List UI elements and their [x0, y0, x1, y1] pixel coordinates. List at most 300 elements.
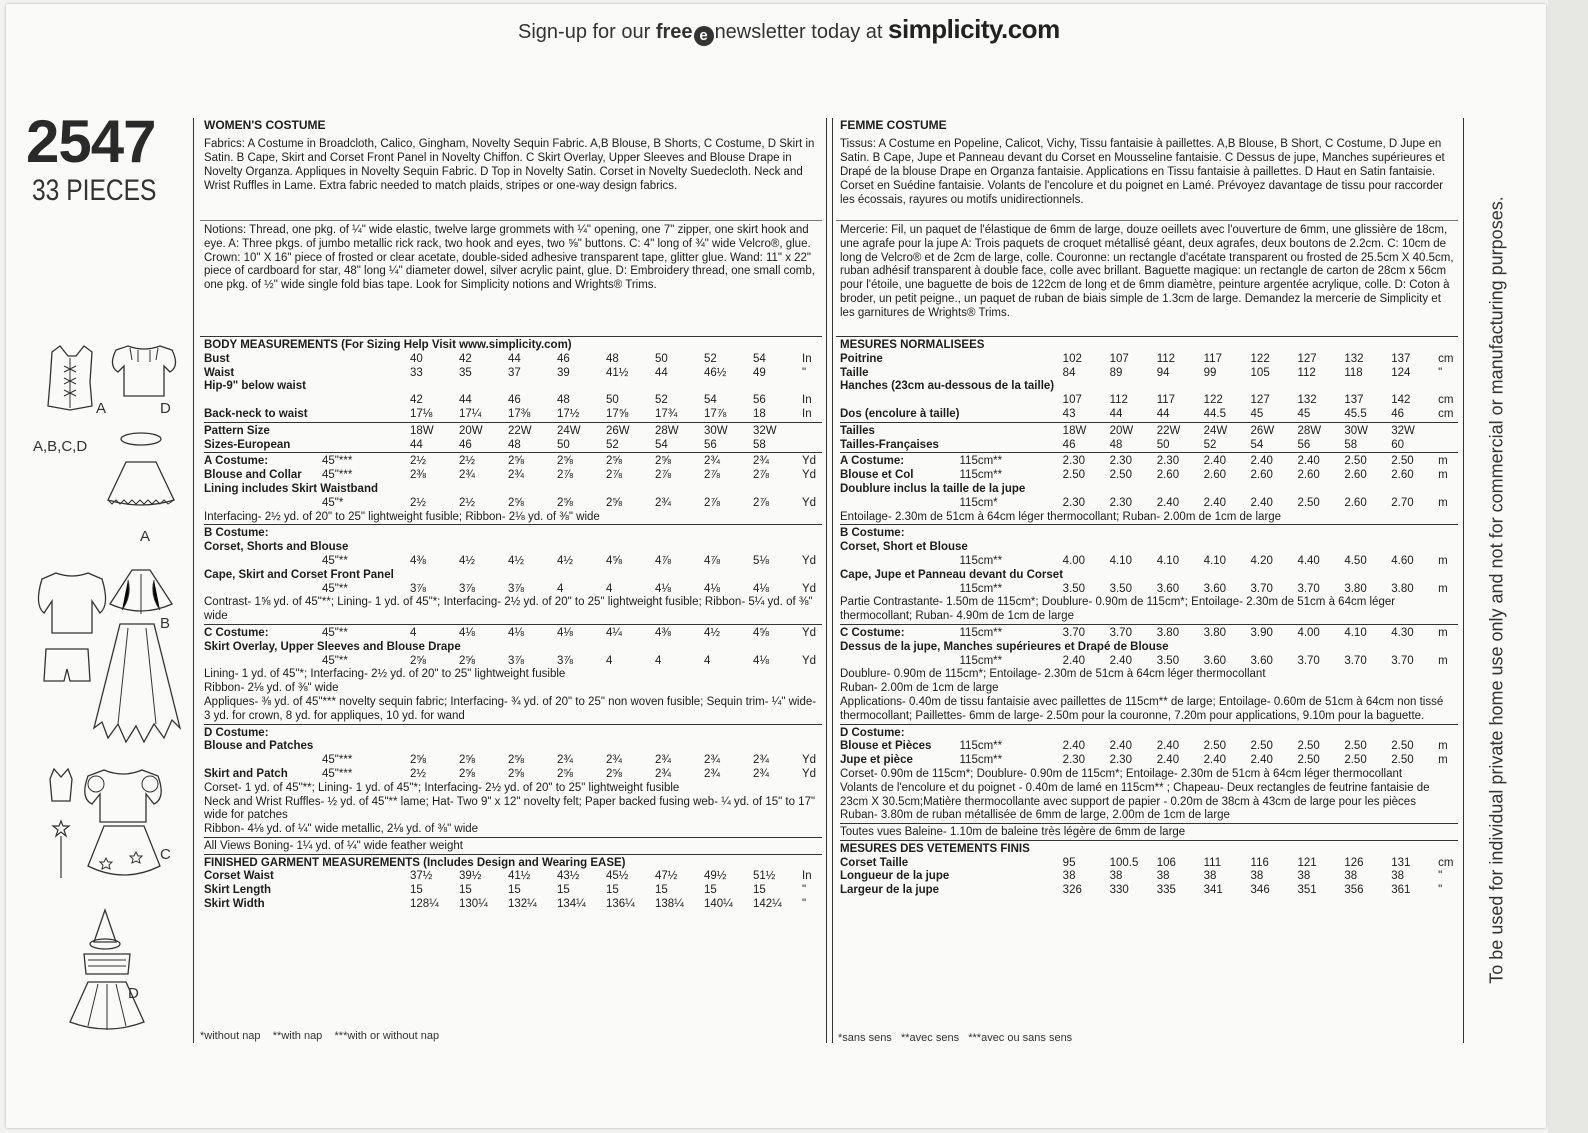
size-value: 52	[606, 438, 619, 451]
c-note: Lining- 1 yd. of 45"*; Interfacing- 2½ yd. of 20" to 25" lightweight fusible	[204, 668, 566, 681]
table-row	[204, 898, 822, 912]
blouse-c-sketch	[82, 762, 164, 824]
unit: "	[1438, 870, 1443, 883]
size-value: 4	[704, 654, 711, 667]
french-description	[840, 118, 1458, 207]
table-row	[840, 727, 1458, 741]
skirt-d-sketch	[68, 978, 146, 1036]
size-value: 142	[1391, 394, 1411, 407]
size-value: 2¾	[508, 469, 524, 482]
size-value: 41½	[606, 366, 629, 379]
row-label: Largeur de la jupe	[840, 884, 940, 897]
size-value: 2.40	[1156, 754, 1180, 767]
unit: Yd	[802, 767, 817, 780]
size-value: 4⅞	[704, 554, 720, 567]
envelope-flap-edge	[1548, 0, 1588, 1133]
fabric-width: 115cm**	[959, 654, 1003, 667]
size-value: 2.40	[1062, 654, 1086, 667]
size-value: 4⅛	[557, 626, 573, 639]
table-row	[204, 884, 822, 898]
size-value: 2⅝	[606, 455, 622, 468]
size-value: 2⅞	[753, 496, 769, 509]
size-value: 4⅜	[655, 626, 671, 639]
fabric-width	[960, 425, 1063, 439]
pattern-number: 2547	[26, 108, 156, 175]
size-value: 121	[1297, 856, 1317, 869]
lining-label: Lining includes Skirt Waistband	[204, 482, 379, 495]
fabric-width: 45"***	[322, 455, 353, 468]
size-value: 3.70	[1109, 626, 1132, 639]
row-label: Blouse and Collar	[204, 469, 302, 482]
size-value: 33	[410, 366, 423, 379]
size-value: 47½	[655, 870, 678, 883]
row-label	[204, 497, 322, 511]
table-row	[204, 469, 822, 483]
size-value: 3.60	[1203, 654, 1227, 667]
unit: "	[802, 898, 807, 911]
unit: Yd	[802, 582, 817, 595]
banner-free: free	[655, 21, 693, 43]
english-body-heading: BODY MEASUREMENTS (For Sizing Help Visit www.simplicity.com)	[204, 339, 572, 351]
size-value: 2⅜	[410, 469, 426, 482]
fabric-width	[960, 408, 1063, 422]
view-label-a1: A	[96, 400, 107, 417]
size-value: 4.60	[1391, 554, 1414, 567]
size-value: 118	[1344, 366, 1363, 379]
fabric-width	[322, 408, 410, 422]
view-label-d1: D	[160, 400, 171, 417]
size-value: 2.50	[1297, 496, 1320, 509]
size-value: 105	[1250, 366, 1270, 379]
size-value: 38	[1391, 870, 1405, 883]
size-value: 17¼	[459, 407, 482, 420]
size-value: 15	[606, 884, 619, 897]
size-value: 2.40	[1156, 740, 1180, 753]
unit: m	[1438, 740, 1448, 753]
french-title: FEMME COSTUME	[840, 118, 947, 132]
size-value: 3.60	[1203, 582, 1227, 595]
fabric-width: 45"***	[322, 469, 353, 482]
size-value: 50	[557, 438, 570, 451]
size-value: 2¾	[753, 455, 769, 468]
fabric-width	[960, 394, 1063, 408]
table-row	[204, 857, 822, 871]
row-label: Longueur de la jupe	[840, 870, 950, 883]
top-d-sketch	[80, 950, 134, 978]
size-value: 3.50	[1062, 582, 1086, 595]
size-value: 4½	[557, 554, 573, 567]
finished-heading: FINISHED GARMENT MEASUREMENTS (Includes Design and Wearing EASE)	[204, 856, 626, 869]
size-value: 112	[1109, 394, 1128, 407]
size-value: 330	[1109, 884, 1129, 897]
table-row	[840, 809, 1458, 823]
table-row	[204, 380, 822, 394]
size-value: 4.30	[1391, 626, 1414, 639]
row-label	[840, 497, 960, 511]
size-value: 2.30	[1109, 455, 1132, 468]
size-value: 2⅝	[606, 767, 622, 780]
size-value: 56	[753, 394, 766, 407]
unit	[802, 439, 822, 453]
size-value: 2.30	[1062, 754, 1086, 767]
size-value: 127	[1297, 352, 1317, 365]
size-value: 18W	[410, 424, 434, 437]
fabric-width: 115cm**	[959, 554, 1003, 567]
size-value: 2.40	[1250, 455, 1273, 468]
table-row	[204, 408, 822, 422]
size-value: 2⅞	[655, 469, 671, 482]
table-row	[204, 367, 822, 381]
french-body-heading: MESURES NORMALISEES	[840, 339, 985, 351]
fabric-width	[960, 439, 1063, 453]
view-label-b: B	[160, 615, 171, 632]
table-row	[840, 843, 1458, 857]
size-value: 2.40	[1203, 496, 1227, 509]
size-value: 122	[1203, 394, 1223, 407]
row-label: Corset Waist	[204, 870, 274, 883]
size-value: 2.60	[1344, 496, 1367, 509]
size-value: 56	[1297, 438, 1311, 451]
table-row	[840, 569, 1458, 583]
english-footnote: *without nap **with nap ***with or without nap	[200, 1030, 440, 1042]
size-value: 136¼	[606, 898, 635, 911]
size-value: 38	[1062, 870, 1076, 883]
french-tissus: Tissus: A Costume en Popeline, Calicot, Vichy, Tissu fantaisie à paillettes. A,B Blouse, B Short, C Costume, D Jupe en Satin. B Cape, Jupe et Panneau devant du Corset en Mousseline fantaisie. C Dessus de jupe, Manches supérieures et Drapé de la blouse Drape en Organza fantaisie. Applications en Tissu fantaisie à paillettes. D Haut en Satin fantaisie. Corset en Suédine fantaisie. Volants de l'encolure et du poignet en Lamé. Prévoyez davantage de tissu pour raccorder les écossais, rayures ou motifs unidirectionnels.	[840, 138, 1445, 206]
size-value: 48	[508, 438, 521, 451]
french-mercerie: Mercerie: Fil, un paquet de l'élastique de 6mm de large, douze oeillets avec l'ouverture de 6mm, une glissière de 18cm, une agrafe pour la jupe A: Trois paquets de croquet métallisé géant, deux agrafes, deux boutons de 2.2cm. C: 10cm de long de Velcro® et de 2cm de large, colle. Couronne: un rectangle d'acétate transparent ou frosted de 25.5cm X 40.5cm, ruban adhésif transparent à double face, colle avec brillant. Baguette magique: un rectangle de carton de 28cm x 56cm pour l'étoile, une baguette de bois de 122cm de long et de 6mm diamètre, peinture argentée acrylique, colle. D: Coton à broder, un petit peigne., un paquet de ruban de biais simple de 1.3cm de large. Demandez la mercerie de Simplicity et les garnitures de Wrights® Trims.	[840, 224, 1454, 319]
size-value: 127	[1250, 394, 1270, 407]
size-value: 15	[508, 884, 521, 897]
size-value: 2½	[459, 455, 475, 468]
size-value: 2⅝	[557, 496, 573, 509]
table-row	[840, 668, 1458, 682]
size-value: 132	[1344, 352, 1364, 365]
crown-sketch	[46, 765, 76, 805]
size-value: 4⅝	[606, 554, 622, 567]
english-yardage-table	[204, 353, 822, 912]
size-value: 4.20	[1250, 554, 1273, 567]
size-value: 2⅝	[557, 767, 573, 780]
english-measurement-chart	[204, 339, 822, 912]
c-note: Ribbon- 2⅛ yd. of ⅜" wide	[204, 682, 339, 695]
unit: Yd	[802, 654, 817, 667]
row-label: Blouse et Pièces	[840, 740, 932, 753]
row-label	[204, 394, 322, 408]
fabric-width	[322, 367, 410, 381]
size-value: 3.70	[1297, 654, 1320, 667]
size-value: 20W	[459, 424, 483, 437]
table-row	[840, 469, 1458, 483]
size-value: 50	[655, 352, 668, 365]
size-value: 32W	[1391, 424, 1415, 437]
size-value: 4.00	[1062, 554, 1086, 567]
size-value: 2½	[410, 767, 426, 780]
size-value: 4.10	[1203, 554, 1227, 567]
table-row	[840, 596, 1458, 624]
row-label: Bust	[204, 352, 230, 365]
size-value: 126	[1344, 856, 1364, 869]
size-value: 44	[459, 394, 472, 407]
skirt-c-sketch	[86, 822, 162, 884]
row-label	[840, 583, 960, 597]
table-row	[204, 394, 822, 408]
size-value: 60	[1391, 438, 1405, 451]
boning-note: Toutes vues Baleine- 1.10m de baleine très légère de 6mm de large	[840, 826, 1186, 839]
c-note: Ruban- 2.00m de 1cm de large	[840, 682, 999, 695]
size-value: 15	[459, 884, 472, 897]
table-row	[204, 627, 822, 641]
size-value: 2⅝	[557, 455, 573, 468]
size-value: 17⅜	[508, 407, 531, 420]
usage-notice	[1482, 180, 1512, 1000]
b-costume-label: B Costume:	[204, 527, 269, 540]
size-value: 42	[459, 352, 472, 365]
size-value: 2¾	[655, 496, 671, 509]
size-value: 2¾	[704, 767, 720, 780]
size-value: 3.60	[1250, 654, 1273, 667]
center-rule-b	[832, 118, 833, 1043]
size-value: 2½	[410, 455, 426, 468]
d-note: Neck and Wrist Ruffles- ½ yd. of 45"** lame; Hat- Two 9" x 12" novelty felt; Paper backed fusing web- ¼ yd. of 15" to 17" wide for patches	[204, 795, 816, 822]
piece-count: 33 PIECES	[32, 174, 157, 207]
size-value: 3.70	[1391, 654, 1414, 667]
unit: cm	[1438, 352, 1454, 365]
unit: In	[802, 407, 812, 420]
table-row	[204, 527, 822, 541]
size-value: 15	[557, 884, 570, 897]
table-row	[840, 782, 1458, 810]
row-label: Dos (encolure à taille)	[840, 407, 960, 420]
table-row	[840, 870, 1458, 884]
b-note: Contrast- 1⅝ yd. of 45"**; Lining- 1 yd. of 45"*; Interfacing- 2½ yd. of 20" to 25" lightweight fusible; Ribbon- 5¼ yd. of ⅜" wide	[204, 596, 813, 623]
skirt-a-sketch	[104, 458, 178, 510]
size-value: 3.70	[1297, 582, 1320, 595]
french-mercerie-block	[840, 224, 1458, 321]
table-row	[840, 527, 1458, 541]
table-row	[840, 740, 1458, 754]
size-value: 3⅞	[459, 582, 475, 595]
unit: In	[802, 352, 812, 365]
fabric-width	[322, 394, 410, 408]
size-value: 2¾	[704, 754, 720, 767]
size-value: 46½	[704, 366, 727, 379]
size-value: 5⅛	[753, 554, 769, 567]
row-label: Pattern Size	[204, 424, 270, 437]
size-value: 134¼	[557, 898, 586, 911]
size-value: 4⅞	[655, 554, 671, 567]
size-value: 3.70	[1250, 582, 1273, 595]
size-value: 2.40	[1156, 496, 1180, 509]
table-row	[204, 768, 822, 782]
size-value: 131	[1391, 856, 1411, 869]
size-value: 3⅞	[557, 654, 573, 667]
size-value: 17⅝	[606, 407, 629, 420]
size-value: 30W	[704, 424, 728, 437]
unit: m	[1438, 626, 1448, 639]
size-value: 2.60	[1344, 469, 1367, 482]
unit: Yd	[802, 754, 817, 767]
french-measurement-chart	[840, 339, 1458, 898]
size-value: 4	[606, 654, 613, 667]
size-value: 22W	[1156, 424, 1181, 437]
fabric-width	[322, 884, 410, 898]
size-value: 117	[1203, 352, 1222, 365]
size-value: 4¼	[606, 626, 622, 639]
size-value: 45	[1297, 407, 1311, 420]
size-value: 44	[1156, 407, 1170, 420]
c-note: Appliques- ⅜ yd. of 45"*** novelty sequin fabric; Interfacing- ¾ yd. of 20" to 25" non woven fusible; Sequin trim- ¼" wide- 3 yd. for crown, 8 yd. for appliques, 10 yd. for wand	[204, 695, 817, 722]
row-label	[840, 655, 960, 669]
size-value: 46	[1062, 438, 1076, 451]
fabric-width: 45"**	[322, 626, 348, 639]
size-value: 2.40	[1203, 754, 1227, 767]
size-value: 2¾	[655, 767, 671, 780]
table-row	[204, 455, 822, 469]
row-label: A Costume:	[204, 455, 269, 468]
row-label	[840, 394, 960, 408]
b-corset-label: Corset, Short et Blouse	[840, 541, 968, 554]
size-value: 2.30	[1109, 496, 1132, 509]
right-column-rule	[1463, 118, 1464, 1043]
size-value: 52	[655, 394, 668, 407]
size-value: 137	[1344, 394, 1364, 407]
size-value: 2.70	[1391, 496, 1414, 509]
table-row	[840, 583, 1458, 597]
fabric-width: 45"*	[322, 496, 344, 509]
size-value: 2.50	[1344, 455, 1367, 468]
size-value: 2⅞	[557, 469, 573, 482]
shorts-sketch	[42, 645, 92, 685]
size-value: 4½	[508, 554, 524, 567]
rule	[836, 336, 1458, 337]
size-value: 4.10	[1344, 626, 1367, 639]
size-value: 44	[410, 438, 423, 451]
size-value: 2⅞	[606, 469, 622, 482]
hat-sketch	[88, 908, 122, 952]
table-row	[840, 425, 1458, 439]
b-costume-label: B Costume:	[840, 527, 905, 540]
table-row	[204, 696, 822, 724]
size-value: 38	[1203, 870, 1217, 883]
size-value: 45.5	[1344, 407, 1367, 420]
size-value: 122	[1250, 352, 1270, 365]
size-value: 4½	[459, 554, 475, 567]
size-value: 2¾	[557, 754, 573, 767]
skirt-b-sketch	[92, 620, 182, 744]
size-value: 2½	[459, 496, 475, 509]
unit: "	[1438, 366, 1443, 379]
size-value: 43½	[557, 870, 580, 883]
table-row	[204, 870, 822, 884]
size-value: 2.40	[1250, 754, 1273, 767]
size-value: 37	[508, 366, 521, 379]
size-value: 2.40	[1062, 740, 1086, 753]
size-value: 22W	[508, 424, 532, 437]
table-row	[840, 696, 1458, 724]
size-value: 4⅛	[704, 582, 720, 595]
size-value: 2⅝	[655, 455, 671, 468]
fabric-width: 115cm**	[959, 455, 1003, 468]
row-label	[204, 754, 322, 768]
size-value: 45	[1250, 407, 1264, 420]
size-value: 40	[410, 352, 423, 365]
size-value: 94	[1156, 366, 1170, 379]
size-value: 2.30	[1109, 754, 1132, 767]
size-value: 2.50	[1062, 469, 1086, 482]
fabric-width: 115cm**	[959, 582, 1003, 595]
row-label: Tailles-Françaises	[840, 438, 939, 451]
usage-notice-text: To be used for individual private home use only and not for commercial or manufacturing purposes.	[1486, 196, 1507, 984]
size-value: 46	[1391, 407, 1405, 420]
d-blouse-label: Blouse and Patches	[204, 740, 314, 753]
unit	[1438, 439, 1458, 453]
size-value: 3.50	[1156, 654, 1180, 667]
size-value: 38	[1109, 870, 1123, 883]
e-logo-icon: e	[694, 26, 714, 46]
table-row	[204, 796, 822, 824]
row-label: A Costume:	[840, 455, 905, 468]
size-value: 4.10	[1109, 554, 1132, 567]
fabric-width	[960, 884, 1063, 898]
size-value: 3⅞	[508, 582, 524, 595]
fabric-width	[322, 439, 410, 453]
unit: Yd	[802, 496, 817, 509]
size-value: 2.30	[1156, 455, 1180, 468]
d-note: Volants de l'encolure et du poignet - 0.40m de lamé en 115cm** ; Chapeau- Deux rectangles de feutrine fantaisie de 23cm X 30.5cm;Matière thermocollante avec support de papier - 0.20m de 38cm à 43cm de large pour les pièces	[840, 781, 1430, 808]
size-value: 2⅝	[508, 754, 524, 767]
size-value: 116	[1250, 856, 1269, 869]
table-row	[840, 857, 1458, 871]
size-value: 38	[1344, 870, 1358, 883]
english-description	[204, 118, 822, 194]
size-value: 32W	[753, 424, 777, 437]
size-value: 44	[1109, 407, 1123, 420]
size-value: 52	[1203, 438, 1217, 451]
french-yardage-table	[840, 353, 1458, 898]
table-row	[204, 541, 822, 555]
size-value: 140¼	[704, 898, 733, 911]
size-value: 2¾	[704, 455, 720, 468]
size-value: 2⅝	[459, 767, 475, 780]
size-value: 44	[508, 352, 521, 365]
size-value: 3.80	[1203, 626, 1227, 639]
b-cape-label: Cape, Skirt and Corset Front Panel	[204, 568, 394, 581]
size-value: 2⅝	[606, 496, 622, 509]
row-label	[204, 555, 322, 569]
hip-label: Hip-9" below waist	[204, 380, 306, 393]
size-value: 2.60	[1203, 469, 1227, 482]
size-value: 2.40	[1250, 496, 1273, 509]
size-value: 99	[1203, 366, 1217, 379]
row-label: Skirt Length	[204, 884, 272, 897]
size-value: 58	[1344, 438, 1358, 451]
size-value: 38	[1250, 870, 1264, 883]
size-value: 4⅛	[753, 582, 769, 595]
size-value: 2¾	[606, 754, 622, 767]
unit: m	[1438, 554, 1448, 567]
banner-suffix: newsletter today at	[714, 21, 888, 43]
size-value: 3⅞	[410, 582, 426, 595]
unit: Yd	[802, 455, 817, 468]
c-overlay-label: Dessus de la jupe, Manches supérieures et Drapé de Blouse	[840, 640, 1169, 653]
size-value: 26W	[1250, 424, 1275, 437]
size-value: 46	[459, 438, 472, 451]
size-value: 124	[1391, 366, 1411, 379]
unit: Yd	[802, 469, 817, 482]
unit: Yd	[802, 554, 817, 567]
size-value: 39½	[459, 870, 482, 883]
size-value: 58	[753, 438, 766, 451]
